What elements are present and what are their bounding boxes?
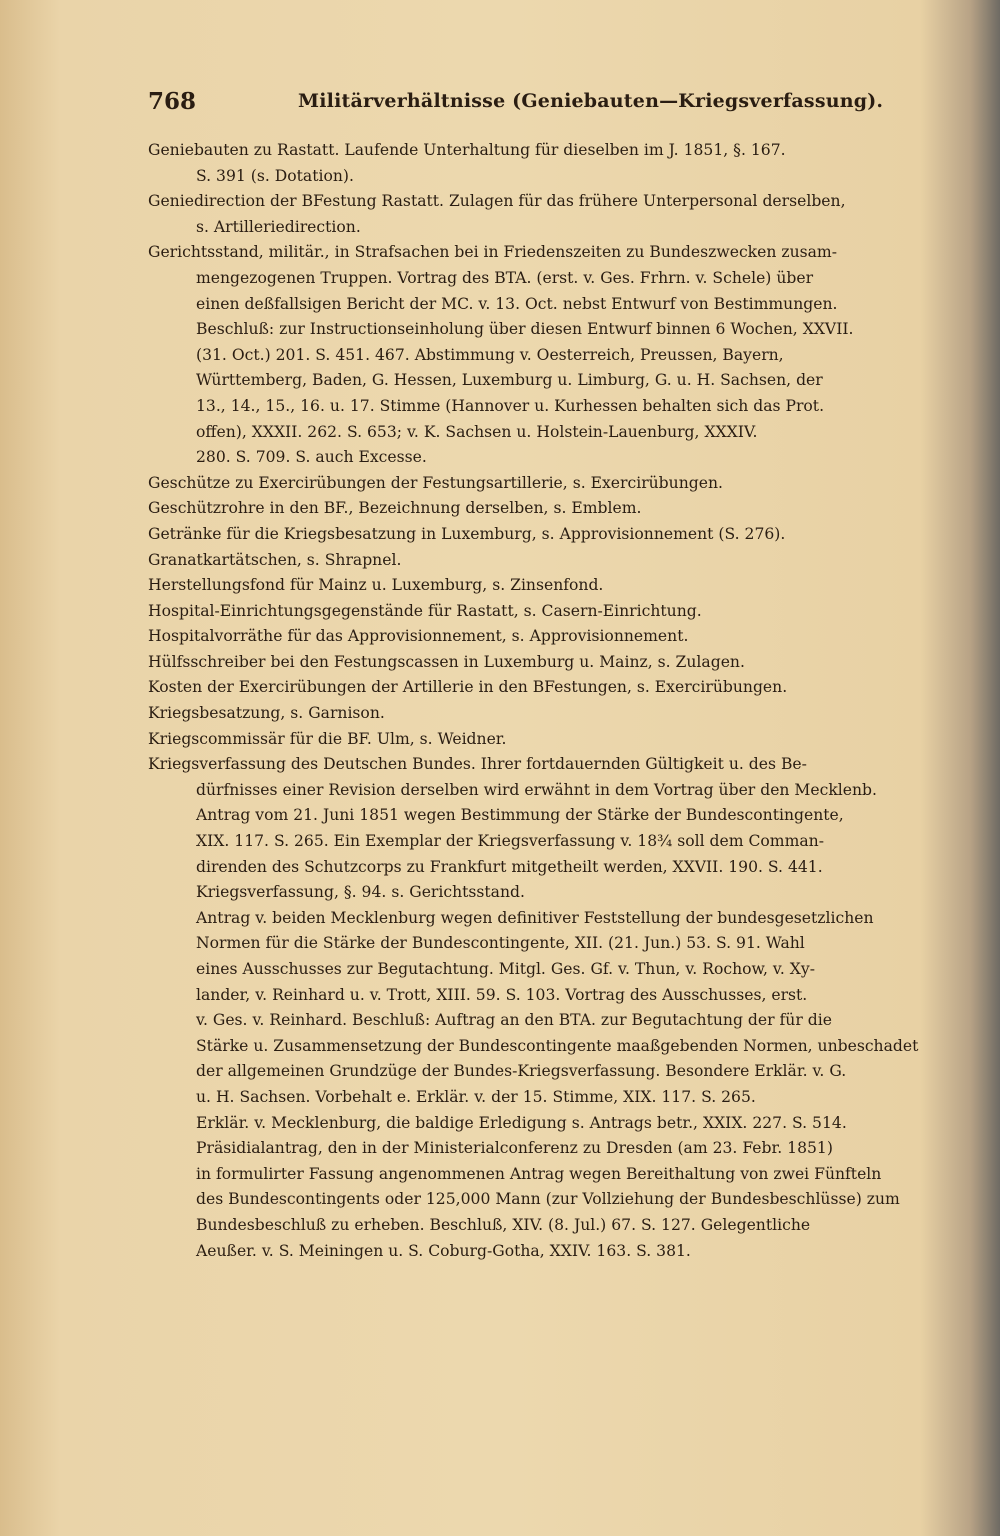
index-continuation-line: offen), XXXII. 262. S. 653; v. K. Sachsen u. Holstein-Lauenburg, XXXIV. <box>196 422 758 441</box>
index-continuation-line: Kriegsverfassung, §. 94. s. Gerichtsstand. <box>196 883 525 902</box>
index-continuation-line: XIX. 117. S. 265. Ein Exemplar der Kriegsverfassung v. 18¾ soll dem Comman- <box>196 832 824 851</box>
index-entry-line: Kriegscommissär für die BF. Ulm, s. Weidner. <box>148 729 507 748</box>
index-entry-line: Herstellungsfond für Mainz u. Luxemburg, s. Zinsenfond. <box>148 576 604 595</box>
index-continuation-line: einen deßfallsigen Bericht der MC. v. 13. Oct. nebst Entwurf von Bestimmungen. <box>196 294 838 313</box>
index-continuation-line: s. Artilleriedirection. <box>196 217 361 236</box>
index-continuation-line: Stärke u. Zusammensetzung der Bundescontingente maaßgebenden Normen, unbeschadet <box>196 1036 919 1055</box>
index-continuation-line: des Bundescontingents oder 125,000 Mann (zur Vollziehung der Bundesbeschlüsse) zum <box>196 1190 900 1209</box>
index-entry-line: Hospitalvorräthe für das Approvisionnement, s. Approvisionnement. <box>148 627 689 646</box>
index-continuation-line: in formulirter Fassung angenommenen Antrag wegen Bereithaltung von zwei Fünfteln <box>196 1164 882 1183</box>
index-entry-line: Gerichtsstand, militär., in Strafsachen bei in Friedenszeiten zu Bundeszwecken zusam- <box>148 243 837 262</box>
index-entry-line: Geschütze zu Exercirübungen der Festungsartillerie, s. Exercirübungen. <box>148 473 723 492</box>
running-title: Militärverhältnisse (Geniebauten—Kriegsverfassung). <box>298 90 884 112</box>
index-entry-line: Hospital-Einrichtungsgegenstände für Rastatt, s. Casern-Einrichtung. <box>148 601 702 620</box>
index-continuation-line: 280. S. 709. S. auch Excesse. <box>196 448 427 467</box>
page-number: 768 <box>148 88 197 115</box>
index-continuation-line: (31. Oct.) 201. S. 451. 467. Abstimmung v. Oesterreich, Preussen, Bayern, <box>196 345 784 364</box>
index-continuation-line: Präsidialantrag, den in der Ministerialconferenz zu Dresden (am 23. Febr. 1851) <box>196 1139 833 1158</box>
index-entry-line: Geniedirection der BFestung Rastatt. Zulagen für das frühere Unterpersonal derselben, <box>148 192 846 211</box>
index-continuation-line: v. Ges. v. Reinhard. Beschluß: Auftrag an den BTA. zur Begutachtung der für die <box>196 1011 832 1030</box>
index-continuation-line: Normen für die Stärke der Bundescontingente, XII. (21. Jun.) 53. S. 91. Wahl <box>196 934 805 953</box>
index-entry-line: Geschützrohre in den BF., Bezeichnung derselben, s. Emblem. <box>148 499 642 518</box>
index-entry-line: Granatkartätschen, s. Shrapnel. <box>148 550 402 569</box>
page-header <box>148 88 928 128</box>
index-continuation-line: u. H. Sachsen. Vorbehalt e. Erklär. v. der 15. Stimme, XIX. 117. S. 265. <box>196 1087 756 1106</box>
index-continuation-line: mengezogenen Truppen. Vortrag des BTA. (erst. v. Ges. Frhrn. v. Schele) über <box>196 268 814 287</box>
index-continuation-line: Bundesbeschluß zu erheben. Beschluß, XIV. (8. Jul.) 67. S. 127. Gelegentliche <box>196 1215 811 1234</box>
index-continuation-line: Aeußer. v. S. Meiningen u. S. Coburg-Gotha, XXIV. 163. S. 381. <box>196 1241 691 1260</box>
index-continuation-line: S. 391 (s. Dotation). <box>196 166 354 185</box>
index-continuation-line: lander, v. Reinhard u. v. Trott, XIII. 59. S. 103. Vortrag des Ausschusses, erst. <box>196 985 808 1004</box>
index-continuation-line: eines Ausschusses zur Begutachtung. Mitgl. Ges. Gf. v. Thun, v. Rochow, v. Xy- <box>196 960 815 978</box>
index-continuation-line: der allgemeinen Grundzüge der Bundes-Kriegsverfassung. Besondere Erklär. v. G. <box>196 1062 847 1081</box>
index-continuation-line: dürfnisses einer Revision derselben wird erwähnt in dem Vortrag über den Mecklenb. <box>196 780 877 799</box>
index-continuation-line: Antrag v. beiden Mecklenburg wegen definitiver Feststellung der bundesgesetzlichen <box>196 908 874 927</box>
index-text-body <box>148 138 928 1264</box>
index-entry-line: Kosten der Exercirübungen der Artillerie in den BFestungen, s. Exercirübungen. <box>148 678 788 697</box>
index-entry-line: Kriegsbesatzung, s. Garnison. <box>148 704 385 723</box>
index-entry-line: Geniebauten zu Rastatt. Laufende Unterhaltung für dieselben im J. 1851, §. 167. <box>148 141 786 159</box>
index-continuation-line: Antrag vom 21. Juni 1851 wegen Bestimmung der Stärke der Bundescontingente, <box>196 806 844 825</box>
index-continuation-line: Württemberg, Baden, G. Hessen, Luxemburg u. Limburg, G. u. H. Sachsen, der <box>196 371 823 390</box>
index-continuation-line: direnden des Schutzcorps zu Frankfurt mitgetheilt werden, XXVII. 190. S. 441. <box>196 857 823 876</box>
index-continuation-line: Erklär. v. Mecklenburg, die baldige Erledigung s. Antrags betr., XXIX. 227. S. 514. <box>196 1113 847 1132</box>
index-entry-line: Hülfsschreiber bei den Festungscassen in Luxemburg u. Mainz, s. Zulagen. <box>148 652 745 671</box>
index-entry-line: Kriegsverfassung des Deutschen Bundes. Ihrer fortdauernden Gültigkeit u. des Be- <box>148 755 807 774</box>
index-continuation-line: 13., 14., 15., 16. u. 17. Stimme (Hannover u. Kurhessen behalten sich das Prot. <box>196 396 825 415</box>
index-continuation-line: Beschluß: zur Instructionseinholung über diesen Entwurf binnen 6 Wochen, XXVII. <box>196 320 854 339</box>
index-entry-line: Getränke für die Kriegsbesatzung in Luxemburg, s. Approvisionnement (S. 276). <box>148 524 786 543</box>
